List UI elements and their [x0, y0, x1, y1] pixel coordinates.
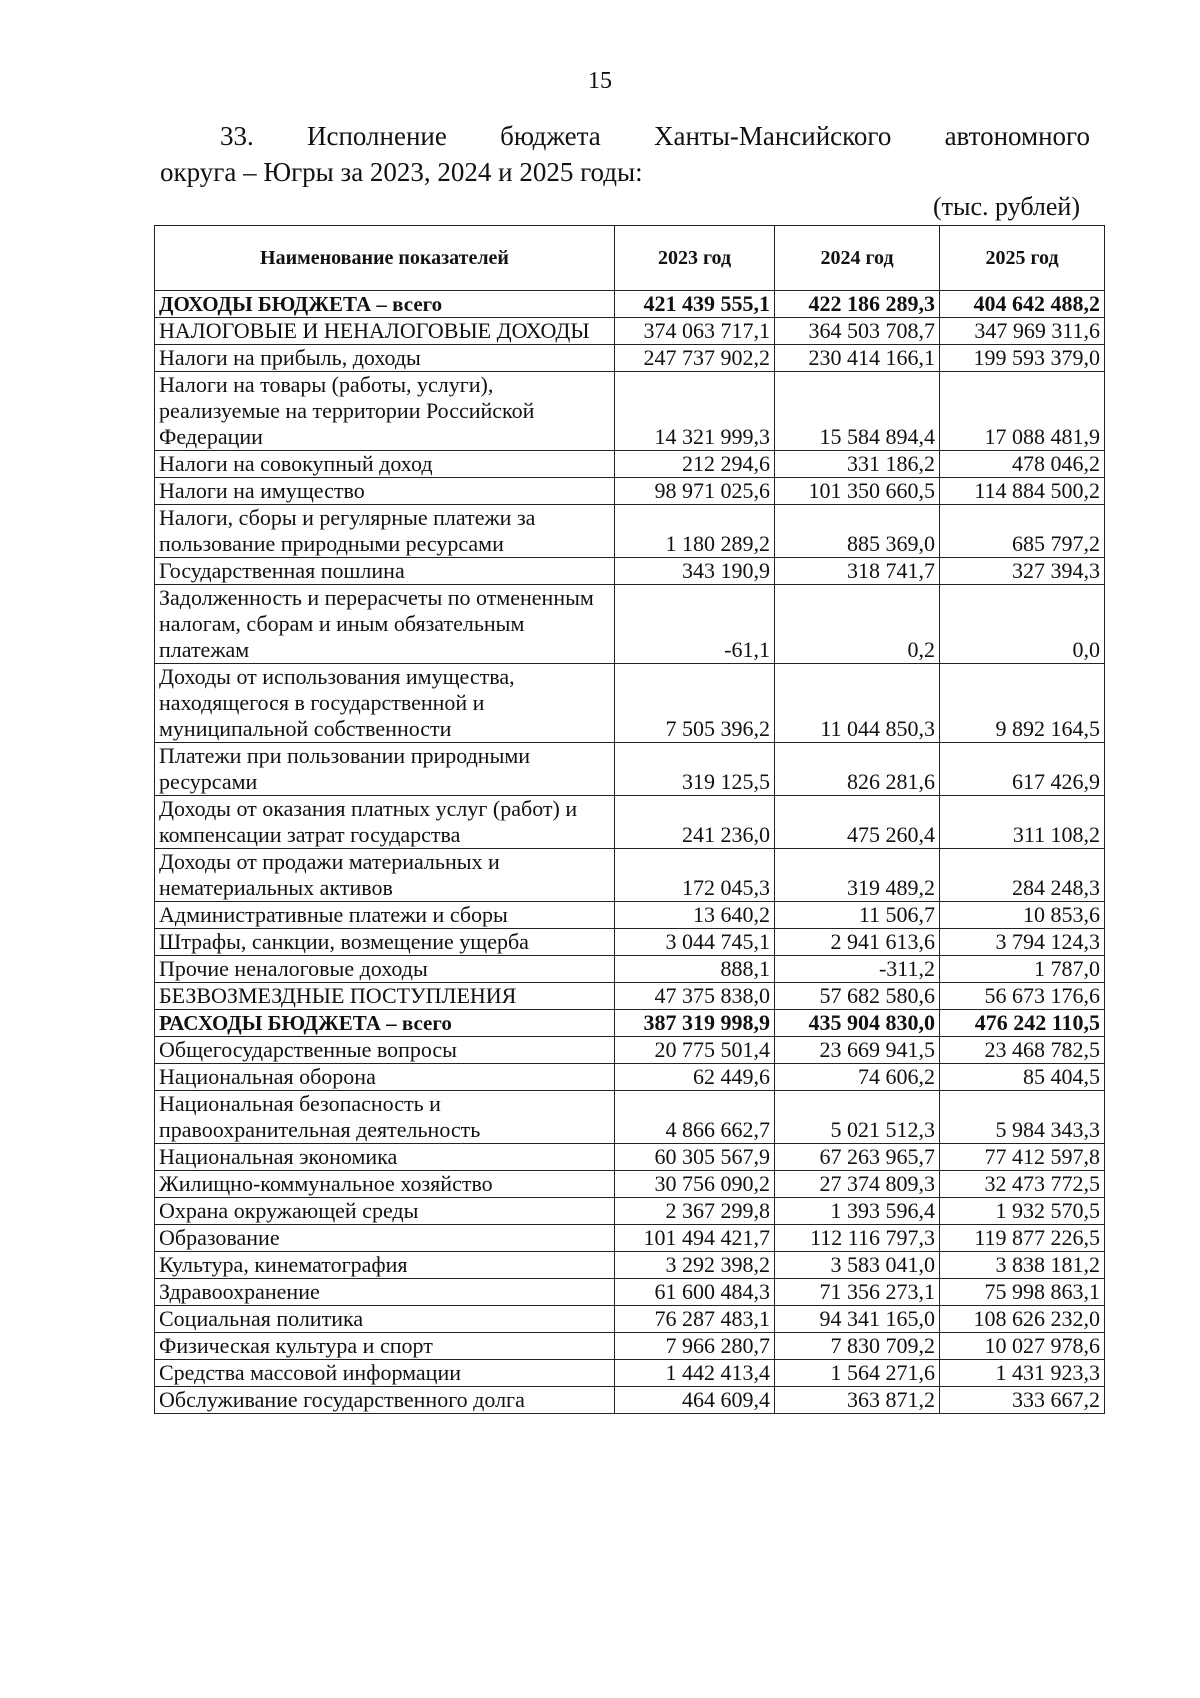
table-row [155, 1171, 1105, 1198]
value-cell-2024: 11 506,7 [775, 902, 940, 929]
value-cell-2025: 23 468 782,5 [940, 1037, 1105, 1064]
value-cell-2023: 3 292 398,2 [615, 1252, 775, 1279]
value-cell-2024: 319 489,2 [775, 849, 940, 902]
value-cell-2024: 364 503 708,7 [775, 318, 940, 345]
value-cell-2023: 61 600 484,3 [615, 1279, 775, 1306]
table-row [155, 1387, 1105, 1414]
header-year-2024: 2024 год [775, 226, 940, 291]
budget-table [154, 225, 1105, 1414]
value-cell-2024: 74 606,2 [775, 1064, 940, 1091]
value-cell-2025: 404 642 488,2 [940, 291, 1105, 318]
value-cell-2023: 13 640,2 [615, 902, 775, 929]
table-row [155, 291, 1105, 318]
value-cell-2024: 230 414 166,1 [775, 345, 940, 372]
table-row [155, 1091, 1105, 1144]
value-cell-2023: 60 305 567,9 [615, 1144, 775, 1171]
value-cell-2025: 56 673 176,6 [940, 983, 1105, 1010]
value-cell-2024: 475 260,4 [775, 796, 940, 849]
row-label: Государственная пошлина [155, 558, 615, 585]
row-label: Административные платежи и сборы [155, 902, 615, 929]
row-label: Доходы от продажи материальных и нематериальных активов [155, 849, 615, 902]
table-row [155, 345, 1105, 372]
row-label: Налоги на совокупный доход [155, 451, 615, 478]
heading-word: Исполнение [306, 121, 447, 151]
value-cell-2023: 101 494 421,7 [615, 1225, 775, 1252]
row-label: Обслуживание государственного долга [155, 1387, 615, 1414]
value-cell-2023: 3 044 745,1 [615, 929, 775, 956]
heading-line-1 [160, 118, 1090, 154]
row-label: Налоги на товары (работы, услуги), реализуемые на территории Российской Федерации [155, 372, 615, 451]
row-label: Национальная безопасность и правоохранительная деятельность [155, 1091, 615, 1144]
table-row [155, 318, 1105, 345]
table-row [155, 372, 1105, 451]
value-cell-2025: 333 667,2 [940, 1387, 1105, 1414]
value-cell-2025: 75 998 863,1 [940, 1279, 1105, 1306]
value-cell-2025: 1 787,0 [940, 956, 1105, 983]
row-label: Средства массовой информации [155, 1360, 615, 1387]
row-label: Национальная оборона [155, 1064, 615, 1091]
table-row [155, 478, 1105, 505]
value-cell-2025: 32 473 772,5 [940, 1171, 1105, 1198]
value-cell-2024: 2 941 613,6 [775, 929, 940, 956]
value-cell-2023: 212 294,6 [615, 451, 775, 478]
value-cell-2023: 7 505 396,2 [615, 664, 775, 743]
value-cell-2025: 10 853,6 [940, 902, 1105, 929]
row-label: Общегосударственные вопросы [155, 1037, 615, 1064]
value-cell-2025: 9 892 164,5 [940, 664, 1105, 743]
value-cell-2024: 1 564 271,6 [775, 1360, 940, 1387]
row-label: Жилищно-коммунальное хозяйство [155, 1171, 615, 1198]
row-label: Платежи при пользовании природными ресурсами [155, 743, 615, 796]
row-label: БЕЗВОЗМЕЗДНЫЕ ПОСТУПЛЕНИЯ [155, 983, 615, 1010]
row-label: Охрана окружающей среды [155, 1198, 615, 1225]
table-row [155, 983, 1105, 1010]
value-cell-2025: 199 593 379,0 [940, 345, 1105, 372]
table-row [155, 1333, 1105, 1360]
value-cell-2024: 101 350 660,5 [775, 478, 940, 505]
table-row [155, 1064, 1105, 1091]
row-label: Прочие неналоговые доходы [155, 956, 615, 983]
value-cell-2025: 85 404,5 [940, 1064, 1105, 1091]
value-cell-2025: 1 431 923,3 [940, 1360, 1105, 1387]
value-cell-2025: 1 932 570,5 [940, 1198, 1105, 1225]
row-label: Налоги на имущество [155, 478, 615, 505]
value-cell-2024: 57 682 580,6 [775, 983, 940, 1010]
value-cell-2023: -61,1 [615, 585, 775, 664]
value-cell-2024: 7 830 709,2 [775, 1333, 940, 1360]
table-row [155, 1225, 1105, 1252]
value-cell-2024: 5 021 512,3 [775, 1091, 940, 1144]
table-row [155, 743, 1105, 796]
value-cell-2023: 888,1 [615, 956, 775, 983]
row-label: Национальная экономика [155, 1144, 615, 1171]
value-cell-2023: 76 287 483,1 [615, 1306, 775, 1333]
table-row [155, 1252, 1105, 1279]
value-cell-2024: 885 369,0 [775, 505, 940, 558]
value-cell-2025: 685 797,2 [940, 505, 1105, 558]
heading-line-2: округа – Югры за 2023, 2024 и 2025 годы: [160, 157, 643, 187]
value-cell-2023: 1 180 289,2 [615, 505, 775, 558]
row-label: Физическая культура и спорт [155, 1333, 615, 1360]
value-cell-2024: 3 583 041,0 [775, 1252, 940, 1279]
value-cell-2025: 17 088 481,9 [940, 372, 1105, 451]
value-cell-2024: 71 356 273,1 [775, 1279, 940, 1306]
page-number: 15 [588, 68, 612, 94]
value-cell-2024: 15 584 894,4 [775, 372, 940, 451]
table-row [155, 1198, 1105, 1225]
table-row [155, 505, 1105, 558]
value-cell-2023: 421 439 555,1 [615, 291, 775, 318]
row-label: РАСХОДЫ БЮДЖЕТА – всего [155, 1010, 615, 1037]
row-label: НАЛОГОВЫЕ И НЕНАЛОГОВЫЕ ДОХОДЫ [155, 318, 615, 345]
value-cell-2023: 241 236,0 [615, 796, 775, 849]
header-year-2023: 2023 год [615, 226, 775, 291]
value-cell-2025: 108 626 232,0 [940, 1306, 1105, 1333]
value-cell-2023: 98 971 025,6 [615, 478, 775, 505]
value-cell-2024: 11 044 850,3 [775, 664, 940, 743]
value-cell-2023: 319 125,5 [615, 743, 775, 796]
value-cell-2025: 347 969 311,6 [940, 318, 1105, 345]
value-cell-2023: 20 775 501,4 [615, 1037, 775, 1064]
value-cell-2023: 464 609,4 [615, 1387, 775, 1414]
value-cell-2023: 14 321 999,3 [615, 372, 775, 451]
table-row [155, 1360, 1105, 1387]
value-cell-2023: 62 449,6 [615, 1064, 775, 1091]
table-row [155, 796, 1105, 849]
unit-note: (тыс. рублей) [932, 192, 1080, 221]
value-cell-2023: 172 045,3 [615, 849, 775, 902]
heading-word: Ханты-Мансийского [654, 121, 892, 151]
value-cell-2024: 826 281,6 [775, 743, 940, 796]
value-cell-2024: 422 186 289,3 [775, 291, 940, 318]
value-cell-2023: 387 319 998,9 [615, 1010, 775, 1037]
value-cell-2025: 476 242 110,5 [940, 1010, 1105, 1037]
value-cell-2023: 343 190,9 [615, 558, 775, 585]
table-row [155, 558, 1105, 585]
row-label: Налоги, сборы и регулярные платежи за пользование природными ресурсами [155, 505, 615, 558]
value-cell-2023: 7 966 280,7 [615, 1333, 775, 1360]
value-cell-2024: 1 393 596,4 [775, 1198, 940, 1225]
row-label: Штрафы, санкции, возмещение ущерба [155, 929, 615, 956]
table-header [155, 226, 1105, 291]
row-label: Культура, кинематография [155, 1252, 615, 1279]
value-cell-2023: 374 063 717,1 [615, 318, 775, 345]
row-label: Задолженность и перерасчеты по отмененным налогам, сборам и иным обязательным платежам [155, 585, 615, 664]
value-cell-2025: 478 046,2 [940, 451, 1105, 478]
value-cell-2023: 47 375 838,0 [615, 983, 775, 1010]
table-row [155, 1279, 1105, 1306]
value-cell-2024: -311,2 [775, 956, 940, 983]
row-label: ДОХОДЫ БЮДЖЕТА – всего [155, 291, 615, 318]
table-row [155, 664, 1105, 743]
table-row [155, 451, 1105, 478]
table-row [155, 1306, 1105, 1333]
heading-word: бюджета [500, 121, 601, 151]
row-label: Доходы от использования имущества, находящегося в государственной и муниципальной собственности [155, 664, 615, 743]
header-year-2025: 2025 год [940, 226, 1105, 291]
value-cell-2025: 5 984 343,3 [940, 1091, 1105, 1144]
table-row [155, 585, 1105, 664]
header-row [155, 226, 1105, 291]
value-cell-2025: 311 108,2 [940, 796, 1105, 849]
value-cell-2024: 331 186,2 [775, 451, 940, 478]
value-cell-2023: 30 756 090,2 [615, 1171, 775, 1198]
value-cell-2025: 3 794 124,3 [940, 929, 1105, 956]
heading-word: автономного [944, 121, 1090, 151]
value-cell-2025: 77 412 597,8 [940, 1144, 1105, 1171]
value-cell-2024: 23 669 941,5 [775, 1037, 940, 1064]
table-row [155, 929, 1105, 956]
value-cell-2024: 27 374 809,3 [775, 1171, 940, 1198]
table-row [155, 849, 1105, 902]
value-cell-2025: 0,0 [940, 585, 1105, 664]
value-cell-2024: 0,2 [775, 585, 940, 664]
table-row [155, 902, 1105, 929]
section-heading [160, 118, 1090, 190]
table-row [155, 1037, 1105, 1064]
value-cell-2024: 94 341 165,0 [775, 1306, 940, 1333]
value-cell-2025: 119 877 226,5 [940, 1225, 1105, 1252]
header-indicator-name: Наименование показателей [155, 226, 615, 291]
table-row [155, 1144, 1105, 1171]
row-label: Доходы от оказания платных услуг (работ) и компенсации затрат государства [155, 796, 615, 849]
value-cell-2023: 1 442 413,4 [615, 1360, 775, 1387]
table-row [155, 956, 1105, 983]
value-cell-2024: 112 116 797,3 [775, 1225, 940, 1252]
value-cell-2024: 318 741,7 [775, 558, 940, 585]
value-cell-2024: 363 871,2 [775, 1387, 940, 1414]
value-cell-2025: 284 248,3 [940, 849, 1105, 902]
table-row [155, 1010, 1105, 1037]
row-label: Налоги на прибыль, доходы [155, 345, 615, 372]
value-cell-2025: 10 027 978,6 [940, 1333, 1105, 1360]
value-cell-2025: 3 838 181,2 [940, 1252, 1105, 1279]
value-cell-2023: 2 367 299,8 [615, 1198, 775, 1225]
value-cell-2023: 247 737 902,2 [615, 345, 775, 372]
table-body [155, 291, 1105, 1414]
value-cell-2024: 435 904 830,0 [775, 1010, 940, 1037]
row-label: Здравоохранение [155, 1279, 615, 1306]
value-cell-2023: 4 866 662,7 [615, 1091, 775, 1144]
row-label: Образование [155, 1225, 615, 1252]
row-label: Социальная политика [155, 1306, 615, 1333]
value-cell-2025: 327 394,3 [940, 558, 1105, 585]
heading-word: 33. [220, 121, 254, 151]
value-cell-2024: 67 263 965,7 [775, 1144, 940, 1171]
value-cell-2025: 617 426,9 [940, 743, 1105, 796]
value-cell-2025: 114 884 500,2 [940, 478, 1105, 505]
